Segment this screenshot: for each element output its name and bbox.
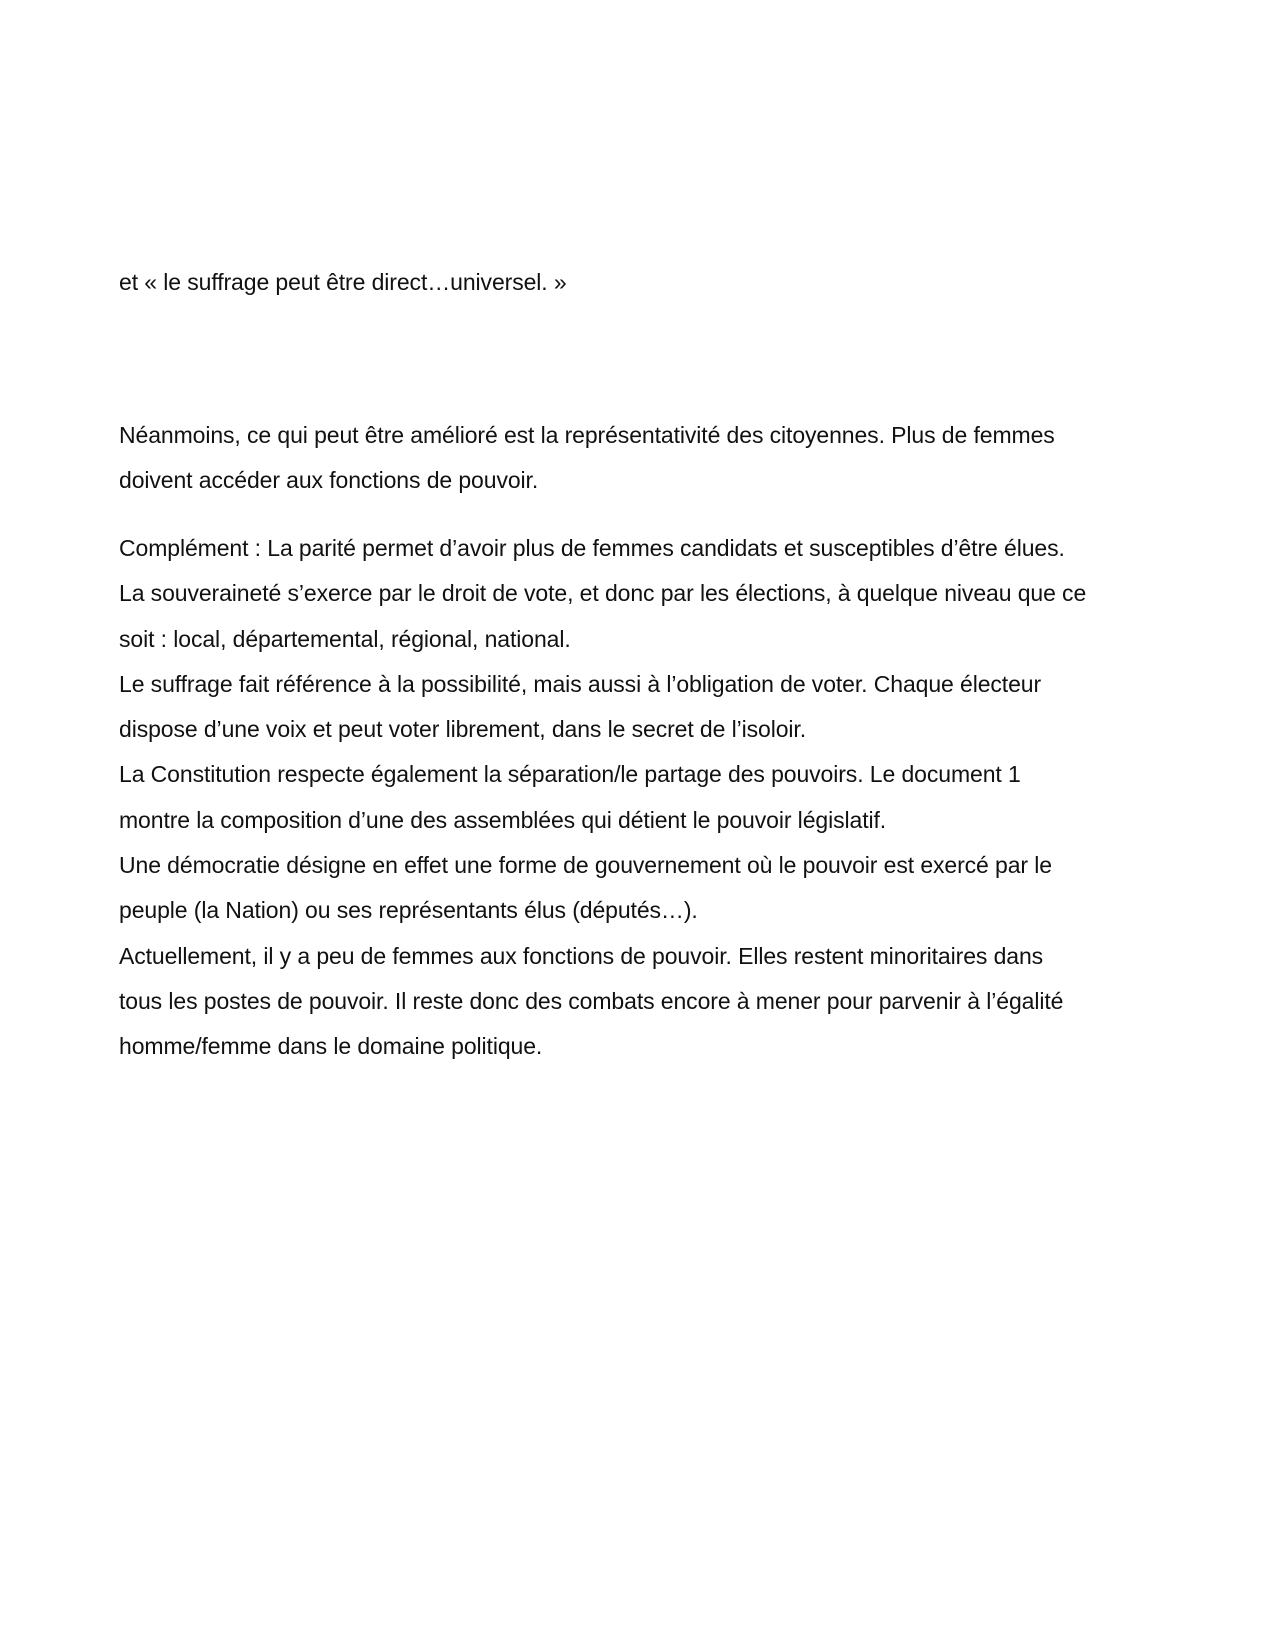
text-line: doivent accéder aux fonctions de pouvoir. (119, 467, 539, 494)
text-line: dispose d’une voix et peut voter librement, dans le secret de l’isoloir. (119, 716, 807, 743)
text-line: montre la composition d’une des assemblées qui détient le pouvoir législatif. (119, 806, 887, 833)
text-line: Actuellement, il y a peu de femmes aux fonctions de pouvoir. Elles restent minoritaires dans (119, 942, 1044, 969)
neanmoins-paragraph (119, 413, 1159, 504)
text-line: Une démocratie désigne en effet une forme de gouvernement où le pouvoir est exercé par le (119, 852, 1052, 879)
text-line: La souveraineté s’exerce par le droit de vote, et donc par les élections, à quelque niveau que ce (119, 580, 1087, 607)
complement-paragraph (119, 526, 1159, 1070)
text-line: La Constitution respecte également la séparation/le partage des pouvoirs. Le document 1 (119, 761, 1021, 788)
text-line: soit : local, départemental, régional, national. (119, 625, 571, 652)
text-line: homme/femme dans le domaine politique. (119, 1033, 543, 1060)
text-line: Le suffrage fait référence à la possibilité, mais aussi à l’obligation de voter. Chaque électeur (119, 670, 1042, 697)
text-line: Complément : La parité permet d’avoir plus de femmes candidats et susceptibles d’être élues. (119, 535, 1065, 561)
text-line: tous les postes de pouvoir. Il reste donc des combats encore à mener pour parvenir à l’égalité (119, 987, 1064, 1014)
text-line: Néanmoins, ce qui peut être amélioré est la représentativité des citoyennes. Plus de femmes (119, 422, 1055, 448)
intro-paragraph (119, 260, 1159, 305)
text-line: peuple (la Nation) ou ses représentants élus (députés…). (119, 897, 698, 924)
text-line: et « le suffrage peut être direct…universel. » (119, 269, 567, 295)
